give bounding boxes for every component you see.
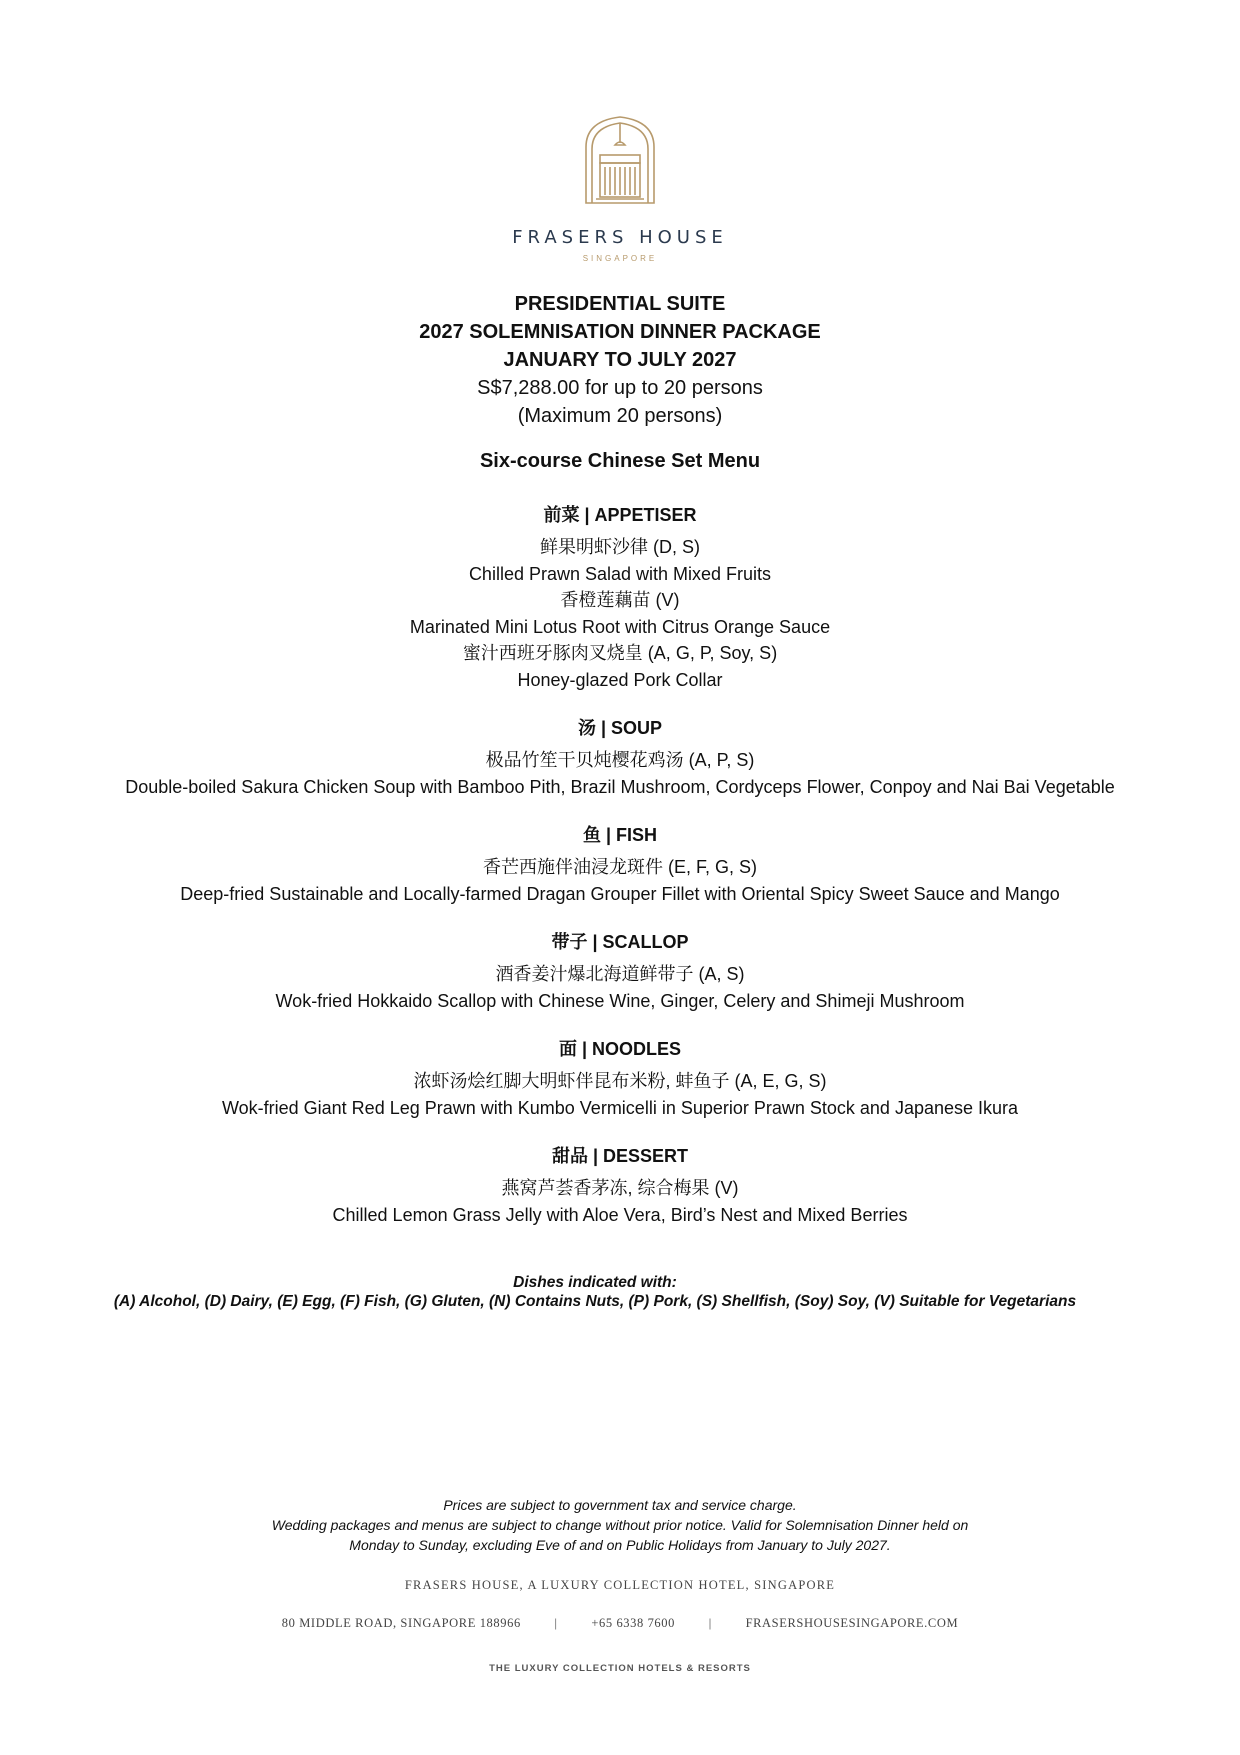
dish-line: 极品竹笙干贝炖樱花鸡汤 (A, P, S) [485,750,755,770]
suite-title: PRESIDENTIAL SUITE [514,293,726,315]
terms-note [0,1495,1240,1555]
hotel-name: FRASERS HOUSE, A LUXURY COLLECTION HOTEL, SINGAPORE [404,1578,836,1592]
dish-line: 香芒西施伴油浸龙斑件 (E, F, G, S) [482,857,757,877]
course-title: 甜品 | DESSERT [551,1146,689,1166]
course-section [0,929,1240,1014]
phone-number[interactable]: +65 6338 7600 [591,1616,675,1630]
dish-line: 浓虾汤烩红脚大明虾伴昆布米粉, 蚌鱼子 (A, E, G, S) [413,1071,827,1091]
course-title: 带子 | SCALLOP [551,932,689,952]
course-title: 鱼 | FISH [582,825,658,845]
contact-bar [0,1616,1240,1631]
brand-location: SINGAPORE [582,254,658,263]
package-price: S$7,288.00 for up to 20 persons [477,377,763,399]
dish-line: Honey-glazed Pork Collar [517,669,723,690]
dish-line: 蜜汁西班牙豚肉叉烧皇 (A, G, P, Soy, S) [462,643,778,663]
course-section [0,822,1240,907]
course-list [0,502,1240,1250]
brand-name: FRASERS HOUSE [512,227,728,248]
course-section [0,1036,1240,1121]
validity-period: JANUARY TO JULY 2027 [503,349,737,371]
terms-line-2: Wedding packages and menus are subject to change without prior notice. Valid for Solemnisation Dinner held on [271,1517,969,1533]
logo [0,115,1240,263]
separator: | [554,1616,558,1630]
website-link[interactable]: FRASERSHOUSESINGAPORE.COM [745,1616,959,1630]
dish-line: 鲜果明虾沙律 (D, S) [540,537,700,557]
dish-line: Marinated Mini Lotus Root with Citrus Orange Sauce [409,616,831,637]
frasers-house-emblem-icon [582,115,658,205]
dish-line: Double-boiled Sakura Chicken Soup with Bamboo Pith, Brazil Mushroom, Cordyceps Flower, Conpoy and Nai Bai Vegetable [125,776,1115,797]
dish-line: 燕窝芦荟香茅冻, 综合梅果 (V) [501,1178,739,1198]
legend-items: (A) Alcohol, (D) Dairy, (E) Egg, (F) Fish, (G) Gluten, (N) Contains Nuts, (P) Pork, (S) Shellfish, (Soy) Soy, (V) Suitable for Vegetarians [113,1293,1077,1310]
dish-line: Deep-fried Sustainable and Locally-farmed Dragan Grouper Fillet with Oriental Spicy Sweet Sauce and Mango [180,883,1060,904]
allergen-legend [0,1273,1190,1311]
dish-line: Chilled Prawn Salad with Mixed Fruits [468,563,772,584]
course-title: 前菜 | APPETISER [543,505,697,525]
course-section [0,1143,1240,1228]
course-section [0,502,1240,693]
dish-line: Wok-fried Giant Red Leg Prawn with Kumbo Vermicelli in Superior Prawn Stock and Japanese Ikura [221,1097,1019,1118]
terms-line-1: Prices are subject to government tax and service charge. [443,1497,797,1513]
menu-title: Six-course Chinese Set Menu [479,450,761,472]
max-persons: (Maximum 20 persons) [517,405,723,427]
dish-line: 香橙莲藕苗 (V) [560,590,680,610]
course-title: 汤 | SOUP [577,718,663,738]
legend-title: Dishes indicated with: [513,1274,677,1291]
address: 80 MIDDLE ROAD, SINGAPORE 188966 [281,1616,521,1630]
dish-line: Wok-fried Hokkaido Scallop with Chinese Wine, Ginger, Celery and Shimeji Mushroom [275,990,965,1011]
dish-line: 酒香姜汁爆北海道鲜带子 (A, S) [495,964,745,984]
course-title: 面 | NOODLES [558,1039,682,1059]
terms-line-3: Monday to Sunday, excluding Eve of and on Public Holidays from January to July 2027. [349,1537,891,1553]
luxury-collection-logo: THE LUXURY COLLECTION HOTELS & RESORTS [489,1663,751,1674]
package-title: 2027 SOLEMNISATION DINNER PACKAGE [419,321,821,343]
course-section [0,715,1240,800]
dish-line: Chilled Lemon Grass Jelly with Aloe Vera, Bird’s Nest and Mixed Berries [332,1204,908,1225]
separator: | [708,1616,712,1630]
package-header [0,290,1240,430]
